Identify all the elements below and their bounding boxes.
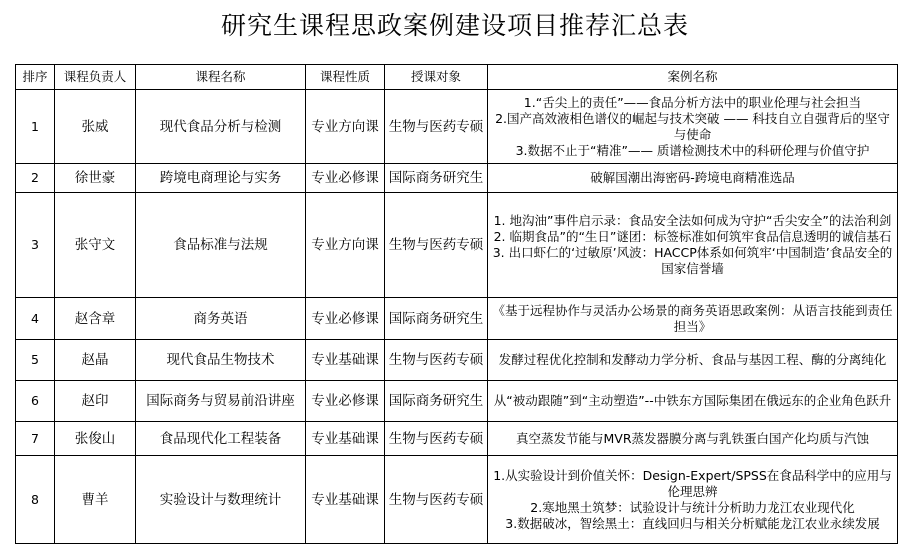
case-names	[488, 90, 898, 164]
case-names	[488, 193, 898, 298]
case-item: 3.数据不止于“精准”—— 质谱检测技术中的科研伦理与价值守护	[515, 142, 870, 158]
course-name: 实验设计与数理统计	[136, 456, 306, 544]
case-item: 3. 出口虾仁的‘过敏原’风波：HACCP体系如何筑牢‘中国制造’食品安全的国家信誉墙	[492, 245, 893, 276]
course-nature: 专业必修课	[306, 298, 385, 340]
header-cell: 排序	[16, 65, 55, 90]
course-nature: 专业基础课	[306, 422, 385, 456]
course-lead: 曹羊	[55, 456, 136, 544]
header-cell: 授课对象	[385, 65, 488, 90]
case-names	[488, 340, 898, 381]
row-number: 3	[16, 193, 55, 298]
course-name: 食品现代化工程装备	[136, 422, 306, 456]
case-item: 发酵过程优化控制和发酵动力学分析、食品与基因工程、酶的分离纯化	[498, 352, 887, 367]
table-row	[16, 422, 898, 456]
table-row	[16, 193, 898, 298]
course-target: 国际商务研究生	[385, 381, 488, 422]
case-item: 2. 临期食品”的“生日”谜团：标签标准如何筑牢食品信息透明的诚信基石	[493, 229, 892, 244]
course-target: 生物与医药专硕	[385, 456, 488, 544]
course-name: 国际商务与贸易前沿讲座	[136, 381, 306, 422]
row-number: 6	[16, 381, 55, 422]
case-item: 3.数据破冰，智绘黑土：直线回归与相关分析赋能龙江农业永续发展	[505, 515, 880, 531]
course-target: 国际商务研究生	[385, 164, 488, 193]
case-item: 1.从实验设计到价值关怀：Design-Expert/SPSS在食品科学中的应用与伦理思辨	[493, 467, 892, 499]
case-names	[488, 164, 898, 193]
page-title: 研究生课程思政案例建设项目推荐汇总表	[220, 11, 689, 40]
case-item: 2.国产高效液相色谱仪的崛起与技术突破 —— 科技自立自强背后的坚守与使命	[495, 110, 890, 142]
course-target: 生物与医药专硕	[385, 90, 488, 164]
case-item: 2.寒地黑土筑梦：试验设计与统计分析助力龙江农业现代化	[530, 499, 855, 515]
course-target: 国际商务研究生	[385, 298, 488, 340]
course-name: 现代食品生物技术	[136, 340, 306, 381]
course-target: 生物与医药专硕	[385, 193, 488, 298]
case-item: 1.“舌尖上的责任”——食品分析方法中的职业伦理与社会担当	[523, 94, 862, 110]
course-lead: 赵含章	[55, 298, 136, 340]
header-cell: 课程负责人	[55, 65, 136, 90]
case-names	[488, 381, 898, 422]
table-row	[16, 340, 898, 381]
course-lead: 赵晶	[55, 340, 136, 381]
course-lead: 张威	[55, 90, 136, 164]
course-lead: 张守文	[55, 193, 136, 298]
course-lead: 赵印	[55, 381, 136, 422]
course-name: 食品标准与法规	[136, 193, 306, 298]
course-lead: 张俊山	[55, 422, 136, 456]
course-name: 跨境电商理论与实务	[136, 164, 306, 193]
case-names	[488, 456, 898, 544]
row-number: 1	[16, 90, 55, 164]
course-name: 现代食品分析与检测	[136, 90, 306, 164]
row-number: 7	[16, 422, 55, 456]
recommendation-table	[15, 64, 898, 544]
case-item: 破解国潮出海密码-跨境电商精准选品	[590, 170, 795, 185]
course-target: 生物与医药专硕	[385, 422, 488, 456]
table-row	[16, 456, 898, 544]
row-number: 4	[16, 298, 55, 340]
row-number: 8	[16, 456, 55, 544]
course-target: 生物与医药专硕	[385, 340, 488, 381]
table-row	[16, 164, 898, 193]
header-cell: 案例名称	[488, 65, 898, 90]
course-nature: 专业必修课	[306, 381, 385, 422]
course-nature: 专业方向课	[306, 193, 385, 298]
table-row	[16, 298, 898, 340]
course-nature: 专业基础课	[306, 456, 385, 544]
row-number: 2	[16, 164, 55, 193]
course-nature: 专业必修课	[306, 164, 385, 193]
case-item: 《基于远程协作与灵活办公场景的商务英语思政案例：从语言技能到责任担当》	[492, 302, 893, 334]
header-cell: 课程性质	[306, 65, 385, 90]
course-lead: 徐世豪	[55, 164, 136, 193]
row-number: 5	[16, 340, 55, 381]
course-nature: 专业基础课	[306, 340, 385, 381]
table-row	[16, 381, 898, 422]
course-name: 商务英语	[136, 298, 306, 340]
header-row	[16, 65, 898, 90]
case-names	[488, 422, 898, 456]
case-item: 从“被动跟随”到“主动塑造”--中铁东方国际集团在俄远东的企业角色跃升	[493, 393, 892, 408]
case-item: 真空蒸发节能与MVR蒸发器膜分离与乳铁蛋白国产化均质与汽蚀	[515, 430, 870, 446]
case-item: 1. 地沟油”事件启示录：食品安全法如何成为守护“舌尖安全”的法治利剑	[493, 213, 892, 228]
case-names	[488, 298, 898, 340]
header-cell: 课程名称	[136, 65, 306, 90]
course-nature: 专业方向课	[306, 90, 385, 164]
table-row	[16, 90, 898, 164]
